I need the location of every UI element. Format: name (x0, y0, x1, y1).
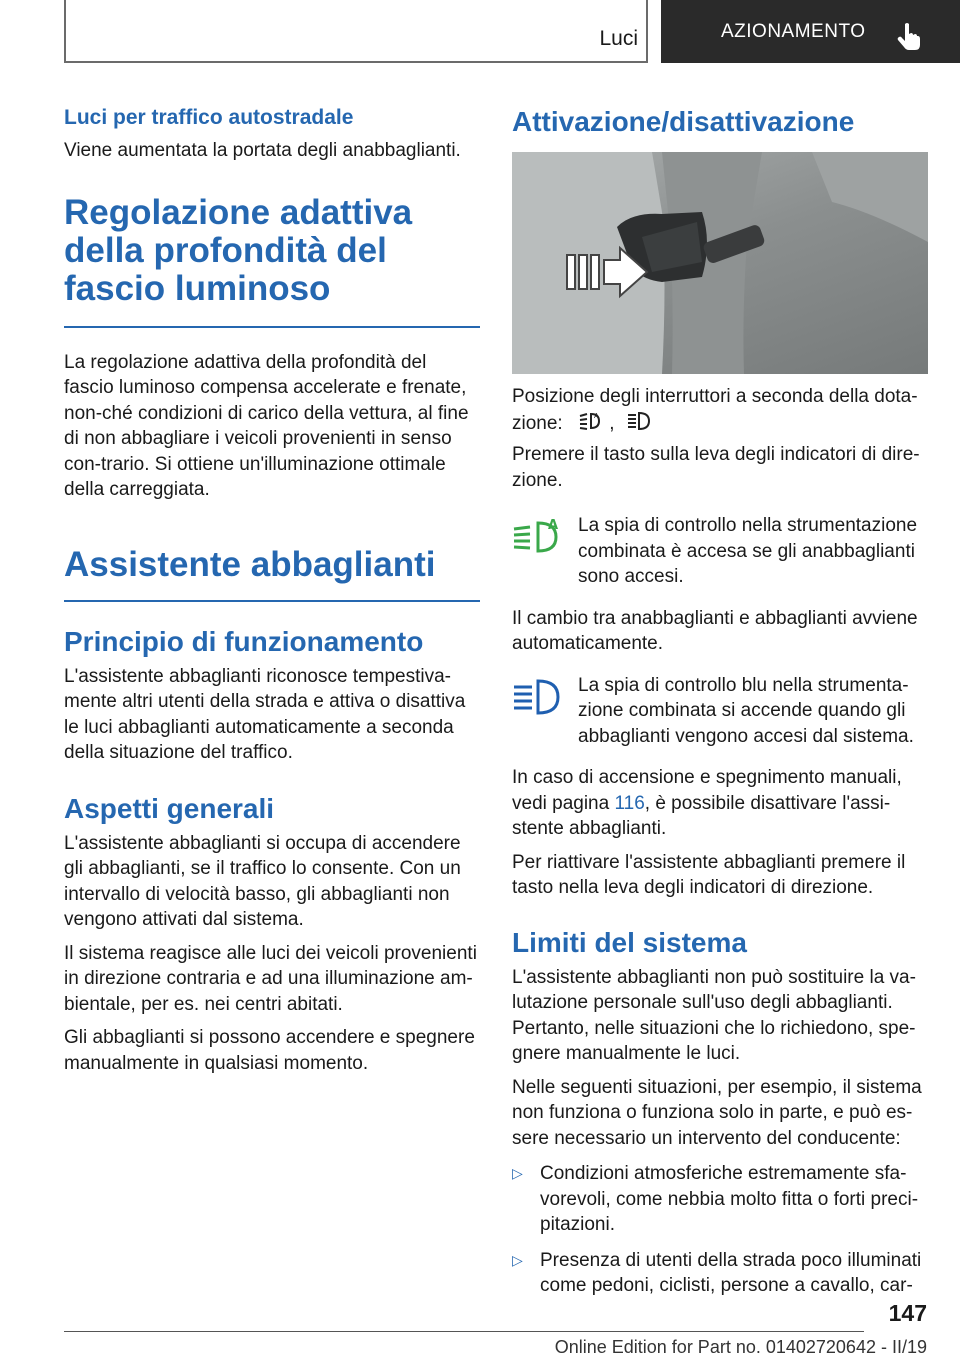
paragraph-principle: L'assistente abbaglianti riconosce tempestiva-mente altri utenti della strada e attiva o disattiva le luci abbaglianti automaticamente a seconda della situazione del traffico. (64, 665, 466, 763)
turn-signal-lever-photo (512, 152, 928, 374)
heading-high-beam-assistant: Assistente abbaglianti (64, 544, 436, 584)
heading-divider (64, 600, 480, 602)
header-section-box (64, 0, 648, 63)
indicator-green-wrap (512, 513, 578, 590)
lever-illustration (512, 152, 928, 374)
manual-text-a: In caso di accensione e spegnimento manuali, vedi pagina (512, 767, 902, 814)
paragraph-limits-2: Nelle seguenti situazioni, per esempio, il sistema non funziona o funziona solo in parte, e può es-sere necessario un intervento del conducente: (512, 1076, 922, 1149)
high-beam-assistant-green-icon (512, 515, 562, 555)
manual-text-b: , è possibile disattivare l'assi-stente abbaglianti. (512, 792, 891, 839)
heading-general: Aspetti generali (64, 792, 275, 824)
page-reference-link[interactable]: 116 (614, 792, 645, 814)
pointing-hand-icon (896, 22, 922, 50)
high-beam-blue-icon (512, 675, 562, 715)
header-section-title: Luci (599, 27, 638, 50)
svg-text:A: A (593, 411, 599, 420)
footer-divider (64, 1331, 864, 1332)
paragraph-general-2: Il sistema reagisce alle luci dei veicoli provenienti in direzione contraria e ad una illuminazione am-bientale, per es. nei centri abitati. (64, 942, 477, 1015)
paragraph-manual-switching (512, 765, 928, 842)
bullet-text: Presenza di utenti della strada poco illuminati come pedoni, ciclisti, persone a cavallo, car- (540, 1249, 922, 1296)
switch-position-text: Posizione degli interruttori a seconda della dota-zione: (512, 386, 918, 434)
paragraph-switch-position (512, 384, 928, 436)
indicator-blue-row (512, 673, 928, 750)
paragraph-automatic-change: Il cambio tra anabbaglianti e abbaglianti avviene automaticamente. (512, 607, 918, 654)
heading-adaptive-range: Regolazione adattiva della profondità del fascio luminoso (64, 192, 413, 308)
bullet-marker: ▷ (512, 1165, 523, 1181)
paragraph-blue-indicator: La spia di controllo blu nella strumenta-zione combinata si accende quando gli abbaglianti vengono accesi dal sistema. (578, 674, 914, 747)
list-item (512, 1248, 928, 1299)
bullet-marker: ▷ (512, 1251, 523, 1268)
page-number: 147 (888, 1300, 927, 1326)
svg-text:A: A (548, 518, 559, 533)
high-beam-assistant-icon (578, 410, 604, 432)
paragraph-green-indicator: La spia di controllo nella strumentazione combinata è accesa se gli anabbaglianti sono accesi. (578, 515, 918, 587)
bullet-text: Condizioni atmosferiche estremamente sfa-vorevoli, come nebbia molto fitta o forti preci-pitazioni. (540, 1163, 919, 1235)
header-chapter-title: AZIONAMENTO (721, 20, 866, 42)
heading-system-limits: Limiti del sistema (512, 926, 747, 958)
paragraph-general-3: Gli abbaglianti si possono accendere e spegnere manualmente in qualsiasi momento. (64, 1027, 475, 1074)
heading-activation: Attivazione/disattivazione (512, 106, 855, 137)
right-column (512, 100, 928, 1299)
heading-highway-lights: Luci per traffico autostradale (64, 106, 354, 129)
list-item (512, 1161, 928, 1238)
paragraph-highway-lights: Viene aumentata la portata degli anabbaglianti. (64, 140, 461, 161)
paragraph-general-1: L'assistente abbaglianti si occupa di accendere gli abbaglianti, se il traffico lo consente. Con un intervallo di velocità basso, gli abbaglianti non vengono attivati dal sistema. (64, 832, 461, 930)
paragraph-adaptive-range: La regolazione adattiva della profondità del fascio luminoso compensa accelerate e frenate, non-ché condizioni di carico della vettura, al fine di non abbagliare i veicoli provenienti in senso con-trario. Si ottiene un'illuminazione ottimale della carreggiata. (64, 351, 469, 500)
paragraph-press-button: Premere il tasto sulla leva degli indicatori di dire-zione. (512, 444, 920, 491)
paragraph-limits-1: L'assistente abbaglianti non può sostituire la va-lutazione personale sull'uso degli abbaglianti. Pertanto, nelle situazioni che lo richiedono, spe-gnere manualmente le luci. (512, 966, 916, 1064)
footer-edition: Online Edition for Part no. 01402720642 - II/19 (554, 1337, 927, 1357)
left-column (64, 100, 480, 1076)
switch-position-separator: , (609, 412, 615, 434)
heading-principle: Principio di funzionamento (64, 625, 424, 657)
paragraph-reactivate: Per riattivare l'assistente abbaglianti premere il tasto nella leva degli indicatori di direzione. (512, 851, 906, 898)
indicator-green-row (512, 513, 928, 590)
high-beam-icon (626, 410, 652, 432)
indicator-blue-wrap (512, 673, 578, 750)
heading-divider (64, 326, 480, 328)
